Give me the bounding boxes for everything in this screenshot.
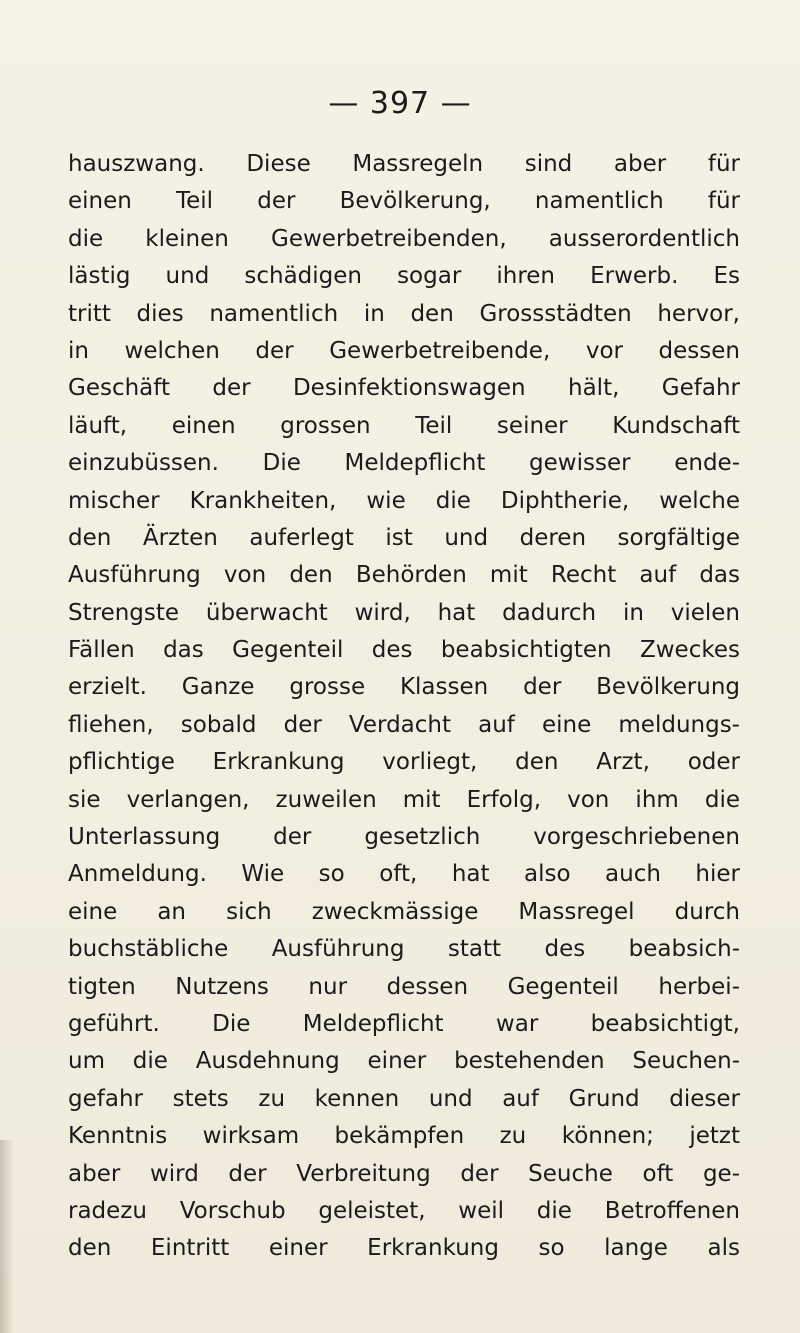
text-line: Anmeldung. Wie so oft, hat also auch hier	[68, 861, 740, 888]
text-line: radezu Vorschub geleistet, weil die Betroffenen	[68, 1197, 740, 1224]
text-line: geführt. Die Meldepflicht war beabsichtigt,	[68, 1010, 740, 1037]
text-line: Geschäft der Desinfektionswagen hält, Gefahr	[68, 375, 740, 402]
text-line: Unterlassung der gesetzlich vorgeschriebenen	[68, 824, 740, 851]
text-line: den Eintritt einer Erkrankung so lange als	[68, 1235, 740, 1262]
text-line: Strengste überwacht wird, hat dadurch in vielen	[68, 599, 740, 626]
text-line: erzielt. Ganze grosse Klassen der Bevölkerung	[68, 674, 740, 701]
text-line: Ausführung von den Behörden mit Recht auf das	[68, 562, 740, 589]
page-number: — 397 —	[328, 86, 472, 121]
text-line: in welchen der Gewerbetreibende, vor dessen	[68, 337, 740, 364]
page-edge-shadow	[0, 1140, 14, 1333]
body-text	[68, 146, 740, 1268]
text-line: mischer Krankheiten, wie die Diphtherie, welche	[68, 487, 740, 514]
text-line: fliehen, sobald der Verdacht auf eine meldungs-	[68, 711, 740, 738]
text-line: Fällen das Gegenteil des beabsichtigten Zweckes	[68, 637, 740, 664]
text-line: die kleinen Gewerbetreibenden, ausserordentlich	[68, 225, 740, 252]
text-line: eine an sich zweckmässige Massregel durch	[68, 898, 740, 925]
text-line: den Ärzten auferlegt ist und deren sorgfältige	[68, 524, 740, 551]
text-line: um die Ausdehnung einer bestehenden Seuchen-	[68, 1048, 740, 1075]
text-line: einzubüssen. Die Meldepflicht gewisser ende-	[68, 450, 740, 477]
text-line: buchstäbliche Ausführung statt des beabsich-	[68, 936, 740, 963]
text-line: aber wird der Verbreitung der Seuche oft ge-	[68, 1160, 740, 1187]
text-line: sie verlangen, zuweilen mit Erfolg, von ihm die	[68, 786, 740, 813]
text-line: tritt dies namentlich in den Grossstädten hervor,	[68, 300, 740, 327]
text-line: gefahr stets zu kennen und auf Grund dieser	[68, 1085, 740, 1112]
text-line: pflichtige Erkrankung vorliegt, den Arzt, oder	[68, 749, 740, 776]
text-line: Kenntnis wirksam bekämpfen zu können; jetzt	[68, 1123, 740, 1150]
text-line: tigten Nutzens nur dessen Gegenteil herbei-	[68, 973, 740, 1000]
text-line: läuft, einen grossen Teil seiner Kundschaft	[68, 412, 740, 439]
text-line: einen Teil der Bevölkerung, namentlich für	[68, 188, 740, 215]
text-line: hauszwang. Diese Massregeln sind aber für	[68, 151, 740, 177]
text-line: lästig und schädigen sogar ihren Erwerb. Es	[68, 263, 740, 290]
